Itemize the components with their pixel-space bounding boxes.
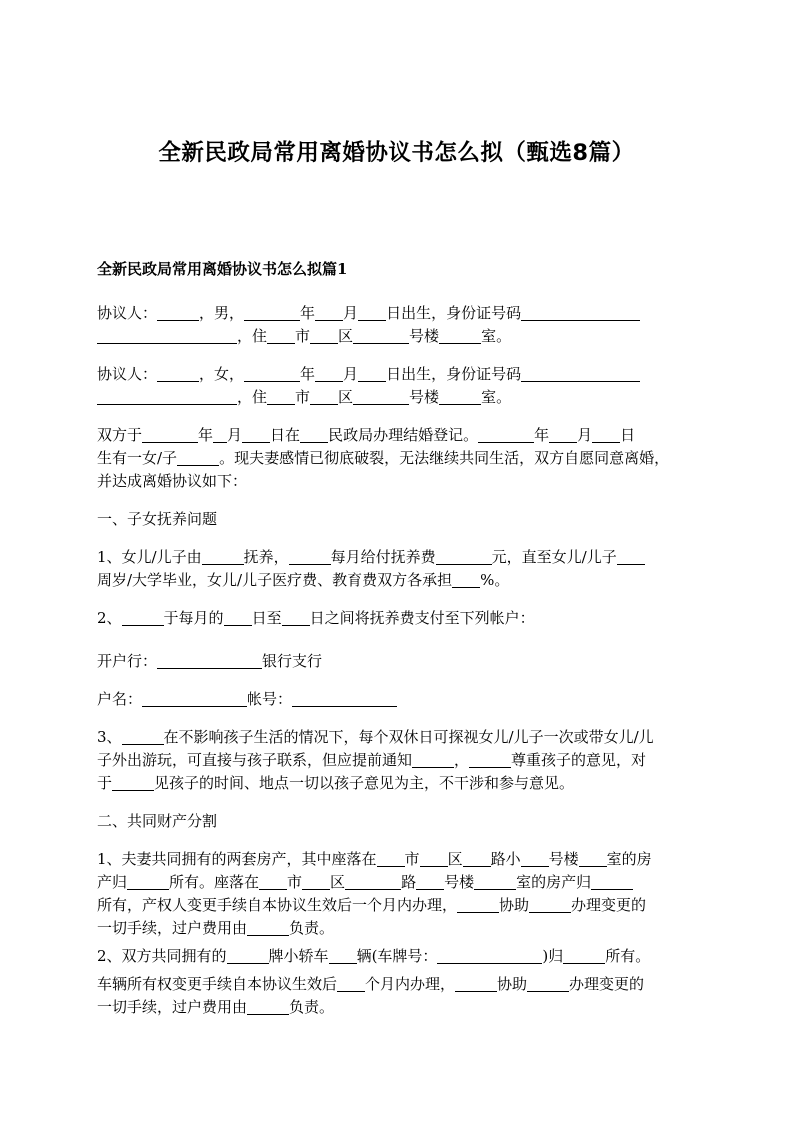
blank-field xyxy=(521,304,640,321)
blank-field xyxy=(337,975,365,992)
blank-field xyxy=(247,998,289,1015)
blank-field xyxy=(112,774,154,791)
blank-field xyxy=(592,426,620,443)
paragraph-line: 周岁/大学毕业，女儿/儿子医疗费、教育费双方各承担 %。 xyxy=(97,571,510,589)
blank-field xyxy=(259,873,287,890)
blank-field xyxy=(142,690,247,707)
blank-field xyxy=(549,426,577,443)
paragraph-line: 一、子女抚养问题 xyxy=(97,510,218,528)
blank-field xyxy=(457,896,499,913)
blank-field xyxy=(310,327,338,344)
blank-field xyxy=(377,850,405,867)
paragraph-line: 2、 于每月的 日至 日之间将抚养费支付至下列帐户： xyxy=(97,609,535,627)
paragraph-line: 产归 所有。座落在 市 区 路 号楼 室的房产归 xyxy=(97,871,707,894)
blank-field xyxy=(97,388,237,405)
paragraph-line: 协议人： ，男， 年 月 日出生，身份证号码 xyxy=(97,302,707,325)
paragraph-line: 子外出游玩，可直接与孩子联系，但应提前通知 ， 尊重孩子的意见，对 xyxy=(97,751,647,769)
paragraph-line: 并达成离婚协议如下： xyxy=(97,472,248,490)
paragraph-line: 一切手续，过户费用由 负责。 xyxy=(97,998,335,1016)
blank-field xyxy=(224,609,252,626)
paragraph-line: 生有一女/子 。现夫妻感情已彻底破裂，无法继续共同生活，双方自愿同意离婚， xyxy=(97,449,670,467)
blank-field xyxy=(242,426,270,443)
blank-field xyxy=(358,304,386,321)
blank-field xyxy=(244,365,300,382)
blank-field xyxy=(478,426,534,443)
blank-field xyxy=(439,388,481,405)
blank-field xyxy=(315,365,343,382)
paragraph-line: 所有，产权人变更手续自本协议生效后一个月内办理， 协助 办理变更的 xyxy=(97,896,647,914)
paragraph-line: 车辆所有权变更手续自本协议生效后 个月内办理， 协助 办理变更的 xyxy=(97,975,645,993)
blank-field xyxy=(353,388,409,405)
blank-field xyxy=(244,304,300,321)
paragraph-line: 一切手续，过户费用由 负责。 xyxy=(97,919,335,937)
paragraph-line: 1、夫妻共同拥有的两套房产，其中座落在 市 区 路小 号楼 室的房 xyxy=(97,850,652,868)
blank-field xyxy=(521,365,640,382)
blank-field xyxy=(122,609,164,626)
paragraph-line: 户名： 帐号： xyxy=(97,688,707,711)
blank-field xyxy=(474,873,516,890)
blank-field xyxy=(97,327,237,344)
blank-field xyxy=(310,388,338,405)
blank-field xyxy=(213,426,227,443)
blank-field xyxy=(527,975,569,992)
blank-field xyxy=(300,426,328,443)
blank-field xyxy=(345,873,401,890)
blank-field xyxy=(302,873,330,890)
blank-field xyxy=(416,873,444,890)
blank-field xyxy=(579,850,607,867)
blank-field xyxy=(439,327,481,344)
blank-field xyxy=(267,388,295,405)
blank-field xyxy=(452,571,480,588)
paragraph-line: 协议人： ，女， 年 月 日出生，身份证号码 xyxy=(97,363,707,386)
blank-field xyxy=(157,652,262,669)
blank-field xyxy=(227,947,269,964)
blank-field xyxy=(353,327,409,344)
blank-field xyxy=(437,947,542,964)
blank-field xyxy=(157,365,199,382)
blank-field xyxy=(591,873,633,890)
blank-field xyxy=(315,304,343,321)
blank-field xyxy=(436,548,492,565)
paragraph-line: 2、双方共同拥有的 牌小轿车 辆(车牌号： )归 所有。 xyxy=(97,947,651,965)
paragraph-line: ，住 市 区 号楼 室。 xyxy=(97,325,707,348)
blank-field xyxy=(122,728,164,745)
blank-field xyxy=(127,873,169,890)
paragraph-line: 1、女儿/儿子由 抚养， 每月给付抚养费 元，直至女儿/儿子 xyxy=(97,546,707,569)
blank-field xyxy=(202,548,244,565)
blank-field xyxy=(157,304,199,321)
blank-field xyxy=(412,751,454,768)
paragraph-line: 二、共同财产分割 xyxy=(97,812,218,830)
paragraph-line: 开户行： 银行支行 xyxy=(97,652,323,670)
blank-field xyxy=(617,548,645,565)
blank-field xyxy=(420,850,448,867)
blank-field xyxy=(358,365,386,382)
paragraph-line: 于 见孩子的时间、地点一切以孩子意见为主，不干涉和参与意见。 xyxy=(97,774,575,792)
paragraph-line: 3、 在不影响孩子生活的情况下，每个双休日可探视女儿/儿子一次或带女儿/儿 xyxy=(97,728,654,746)
section-title: 全新民政局常用离婚协议书怎么拟篇1 xyxy=(97,260,348,278)
blank-field xyxy=(142,426,198,443)
blank-field xyxy=(282,609,310,626)
paragraph-line: ，住 市 区 号楼 室。 xyxy=(97,386,707,409)
blank-field xyxy=(289,548,331,565)
blank-field xyxy=(563,947,605,964)
paragraph-line: 双方于 年 月 日在 民政局办理结婚登记。 年 月 日 xyxy=(97,426,636,444)
blank-field xyxy=(329,947,357,964)
blank-field xyxy=(247,919,289,936)
blank-field xyxy=(455,975,497,992)
blank-field xyxy=(177,449,219,466)
blank-field xyxy=(469,751,511,768)
blank-field xyxy=(521,850,549,867)
blank-field xyxy=(463,850,491,867)
blank-field xyxy=(267,327,295,344)
blank-field xyxy=(292,690,397,707)
blank-field xyxy=(529,896,571,913)
document-title: 全新民政局常用离婚协议书怎么拟（甄选8篇） xyxy=(158,140,635,166)
